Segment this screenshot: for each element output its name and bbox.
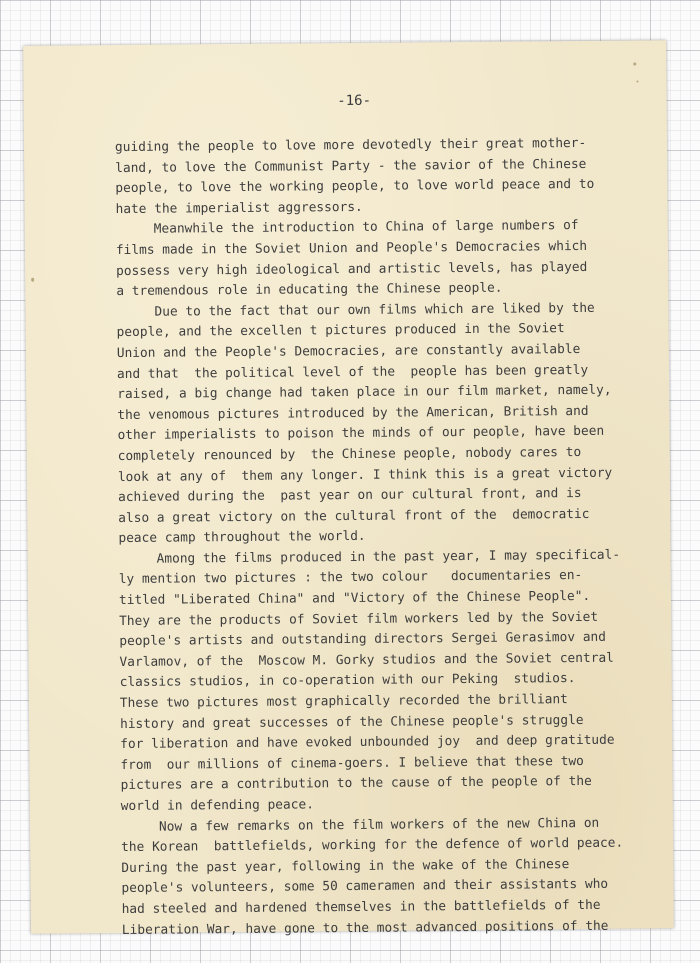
- text-line: films made in the Soviet Union and People's Democracies which: [115, 238, 588, 258]
- text-line: the venomous pictures introduced by the American, British and: [117, 403, 589, 423]
- text-line: These two pictures most graphically recorded the brilliant: [119, 692, 568, 712]
- text-line: possess very high ideological and artistic levels, has played: [116, 259, 588, 279]
- text-line: other imperialists to poison the minds of our people, have been: [117, 424, 605, 444]
- text-line: hate the imperialist aggressors.: [115, 199, 363, 217]
- text-line: peace camp throughout the world.: [118, 529, 366, 547]
- text-line: titled "Liberated China" and "Victory of the Chinese People".: [118, 588, 591, 609]
- text-line: a tremendous role in educating the Chinese people.: [116, 280, 503, 300]
- text-line: They are the products of Soviet film workers led by the Soviet: [119, 609, 599, 629]
- text-line: also a great victory on the cultural front of the democratic: [118, 506, 590, 526]
- text-line: Union and the People's Democracies, are constantly available: [116, 341, 581, 361]
- text-line: Liberation War, have gone to the most advanced positions of the: [121, 918, 609, 938]
- text-line: Meanwhile the introduction to China of large numbers of: [153, 218, 579, 238]
- text-line: classics studios, in co-operation with our Peking studios.: [119, 671, 576, 691]
- text-line: pictures are a contribution to the cause of the people of the: [120, 774, 592, 794]
- document-page: [23, 40, 674, 938]
- text-line: people, and the excellen t pictures produced in the Soviet: [116, 321, 565, 341]
- text-line: the Korean battlefields, working for the defence of world peace.: [121, 835, 624, 856]
- text-line: raised, a big change had taken place in our film market, namely,: [117, 382, 612, 403]
- text-line: from our millions of cinema-goers. I believe that these two: [120, 753, 584, 773]
- text-line: world in defending peace.: [120, 797, 314, 814]
- text-line: look at any of them any longer. I think this is a great victory: [117, 465, 613, 485]
- text-line: Varlamov, of the Moscow M. Gorky studios and the Soviet central: [119, 650, 614, 670]
- text-line: history and great successes of the Chinese people's struggle: [119, 712, 584, 732]
- text-line: and that the political level of the people has been greatly: [116, 362, 589, 382]
- paper-speck: [31, 278, 34, 282]
- text-line: land, to love the Communist Party - the savior of the Chinese: [115, 156, 587, 176]
- text-line: guiding the people to love more devotedly their great mother-: [114, 135, 587, 156]
- text-line: had steeled and hardened themselves in the battlefields of the: [121, 897, 601, 917]
- paper-speck: [636, 80, 638, 82]
- page-number: -16-: [337, 92, 372, 110]
- text-line: achieved during the past year on our cultural front, and is: [118, 486, 582, 506]
- text-line: people, to love the working people, to love world peace and to: [115, 177, 595, 197]
- text-line: people's artists and outstanding directors Sergei Gerasimov and: [119, 630, 607, 650]
- text-line: Now a few remarks on the film workers of the new China on: [158, 815, 600, 835]
- body-text: [115, 134, 622, 941]
- text-line: for liberation and have evoked unbounded joy and deep gratitude: [120, 732, 615, 753]
- text-line: people's volunteers, some 50 cameramen and their assistants who: [121, 877, 609, 897]
- text-line: During the past year, following in the wake of the Chinese: [121, 856, 570, 876]
- paper-speck: [633, 62, 636, 65]
- text-line: completely renounced by the Chinese people, nobody cares to: [117, 444, 582, 464]
- text-line: Due to the fact that our own films which are liked by the: [154, 300, 595, 320]
- text-line: ly mention two pictures : the two colour documentaries en-: [118, 568, 583, 588]
- text-line: Among the films produced in the past year, I may specifical-: [156, 547, 621, 567]
